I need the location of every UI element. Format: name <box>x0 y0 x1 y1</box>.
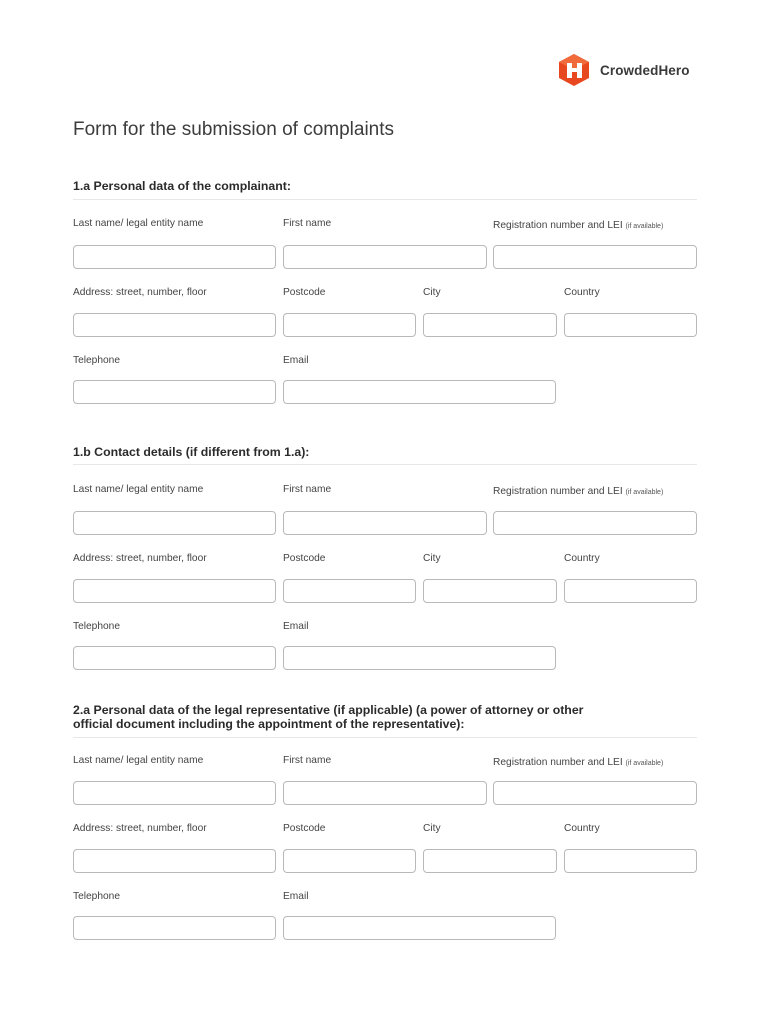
registration-label: Registration number and LEI (if available) <box>493 486 664 497</box>
address-input[interactable] <box>73 579 276 603</box>
section-heading: 1.b Contact details (if different from 1.a): <box>73 445 310 459</box>
email-label: Email <box>283 621 309 632</box>
registration-label: Registration number and LEI (if available) <box>493 757 664 768</box>
section-contact-details <box>73 445 697 632</box>
country-label: Country <box>564 823 600 834</box>
city-input[interactable] <box>423 579 557 603</box>
section-heading-line1: 2.a Personal data of the legal representative (if applicable) (a power of attorney or other <box>73 703 584 717</box>
telephone-input[interactable] <box>73 646 276 670</box>
last-name-label: Last name/ legal entity name <box>73 484 204 495</box>
first-name-label: First name <box>283 755 332 766</box>
email-input[interactable] <box>283 646 556 670</box>
first-name-input[interactable] <box>283 511 487 535</box>
telephone-input[interactable] <box>73 916 276 940</box>
crowdedhero-logo-icon <box>556 53 592 87</box>
last-name-label: Last name/ legal entity name <box>73 755 204 766</box>
page-title: Form for the submission of complaints <box>73 119 395 140</box>
address-label: Address: street, number, floor <box>73 287 207 298</box>
city-input[interactable] <box>423 849 557 873</box>
registration-input[interactable] <box>493 245 697 269</box>
postcode-input[interactable] <box>283 849 416 873</box>
address-label: Address: street, number, floor <box>73 823 207 834</box>
last-name-input[interactable] <box>73 781 276 805</box>
section-heading: 1.a Personal data of the complainant: <box>73 179 291 193</box>
registration-label: Registration number and LEI (if available) <box>493 220 664 231</box>
country-label: Country <box>564 287 600 298</box>
registration-input[interactable] <box>493 781 697 805</box>
telephone-label: Telephone <box>73 355 121 366</box>
registration-input[interactable] <box>493 511 697 535</box>
last-name-label: Last name/ legal entity name <box>73 218 204 229</box>
section-complainant <box>73 179 697 366</box>
divider <box>73 737 697 738</box>
first-name-input[interactable] <box>283 781 487 805</box>
country-input[interactable] <box>564 579 697 603</box>
city-label: City <box>423 823 441 834</box>
country-input[interactable] <box>564 849 697 873</box>
brand-name: CrowdedHero <box>600 62 690 78</box>
divider <box>73 199 697 200</box>
postcode-label: Postcode <box>283 287 326 298</box>
postcode-label: Postcode <box>283 823 326 834</box>
first-name-input[interactable] <box>283 245 487 269</box>
registration-note: (if available) <box>625 760 664 767</box>
postcode-input[interactable] <box>283 313 416 337</box>
address-label: Address: street, number, floor <box>73 553 207 564</box>
city-label: City <box>423 553 441 564</box>
email-label: Email <box>283 355 309 366</box>
last-name-input[interactable] <box>73 245 276 269</box>
city-label: City <box>423 287 441 298</box>
first-name-label: First name <box>283 218 332 229</box>
telephone-label: Telephone <box>73 891 121 902</box>
registration-note: (if available) <box>625 223 664 230</box>
divider <box>73 464 697 465</box>
telephone-label: Telephone <box>73 621 121 632</box>
last-name-input[interactable] <box>73 511 276 535</box>
section-heading-line2: official document including the appointment of the representative): <box>73 717 465 731</box>
registration-note: (if available) <box>625 489 664 496</box>
email-input[interactable] <box>283 916 556 940</box>
section-legal-representative <box>73 703 697 902</box>
email-input[interactable] <box>283 380 556 404</box>
address-input[interactable] <box>73 313 276 337</box>
brand-logo <box>556 53 690 87</box>
country-input[interactable] <box>564 313 697 337</box>
email-label: Email <box>283 891 309 902</box>
first-name-label: First name <box>283 484 332 495</box>
postcode-label: Postcode <box>283 553 326 564</box>
country-label: Country <box>564 553 600 564</box>
telephone-input[interactable] <box>73 380 276 404</box>
city-input[interactable] <box>423 313 557 337</box>
address-input[interactable] <box>73 849 276 873</box>
postcode-input[interactable] <box>283 579 416 603</box>
